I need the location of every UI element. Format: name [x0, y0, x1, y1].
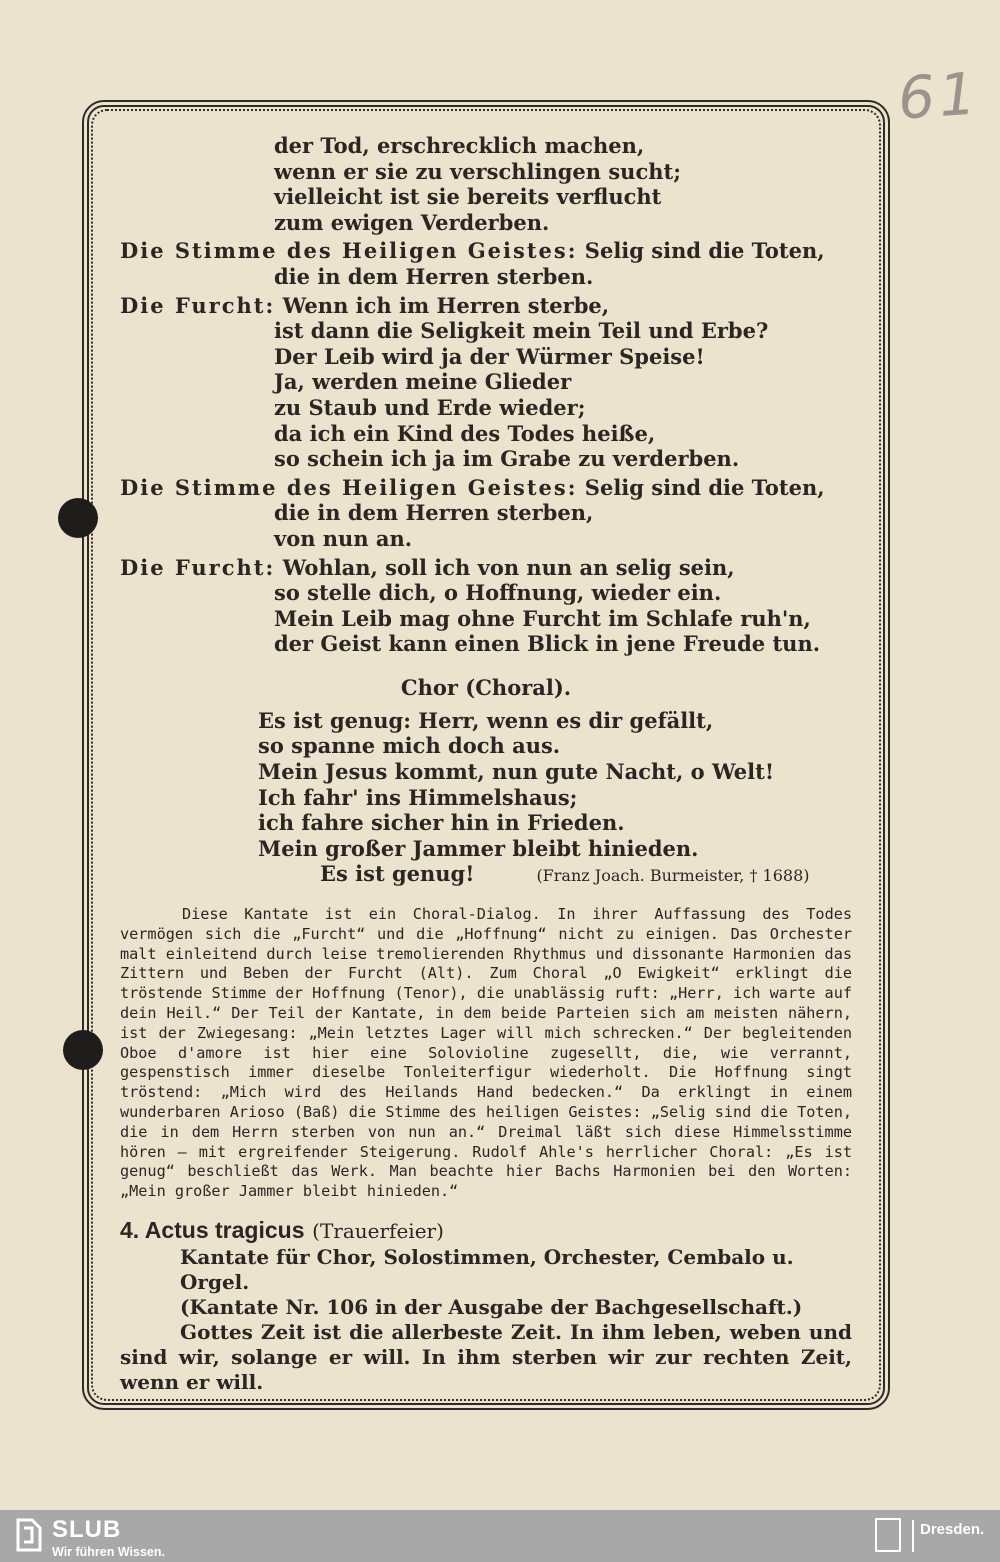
verse-line: von nun an.: [274, 525, 413, 551]
verse-text: Wohlan, soll ich von nun an selig sein,: [282, 554, 735, 580]
section-line: (Kantate Nr. 106 in der Ausgabe der Bachgesellschaft.): [180, 1294, 803, 1319]
footer-divider: [912, 1520, 914, 1552]
verse-text: Selig sind die Toten,: [584, 238, 825, 264]
dialog-block: [120, 238, 852, 289]
speaker-name: Die Furcht:: [120, 554, 276, 580]
verse-line: Mein Jesus kommt, nun gute Nacht, o Welt!: [258, 759, 775, 785]
speaker-line: [120, 475, 852, 501]
verse-text: Wenn ich im Herren sterbe,: [282, 292, 610, 318]
text-content: [120, 133, 852, 1395]
section-subtitle: (Trauerfeier): [312, 1218, 444, 1243]
verse-line: vielleicht ist sie bereits verflucht: [274, 184, 662, 210]
punch-hole: [63, 1030, 103, 1070]
verse-text: Es ist genug!: [320, 861, 475, 887]
slub-tagline: Wir führen Wissen.: [52, 1545, 165, 1559]
section-title: 4. Actus tragicus: [120, 1216, 305, 1243]
speaker-name: Die Furcht:: [120, 292, 276, 318]
verse-line: so stelle dich, o Hoffnung, wieder ein.: [274, 580, 722, 606]
verse-line: zum ewigen Verderben.: [274, 209, 550, 235]
speaker-name: Die Stimme des Heiligen Geistes:: [120, 474, 578, 500]
verse-line: der Geist kann einen Blick in jene Freude tun.: [274, 631, 821, 657]
verse-line: wenn er sie zu verschlingen sucht;: [274, 158, 681, 184]
dialog-block: [120, 555, 852, 657]
verse-line: die in dem Herren sterben,: [274, 500, 594, 526]
program-section: [120, 1216, 852, 1395]
verse-line: da ich ein Kind des Todes heiße,: [274, 420, 656, 446]
speaker-line: [120, 293, 852, 319]
opening-lines: [120, 133, 852, 235]
verse-line: Ich fahr' ins Himmelshaus;: [258, 784, 578, 810]
dialog-block: [120, 293, 852, 472]
speaker-line: [120, 238, 852, 264]
speaker-line: [120, 555, 852, 581]
dialog-block: [120, 475, 852, 552]
verse-last-line: [120, 861, 852, 889]
verse-line: Es ist genug: Herr, wenn es dir gefällt,: [258, 707, 714, 733]
verse-line: Mein Leib mag ohne Furcht im Schlafe ruh'n,: [274, 605, 811, 631]
handwritten-page-number: 61: [895, 59, 983, 133]
verse-line: ich fahre sicher hin in Frieden.: [258, 810, 625, 836]
verse-line: zu Staub und Erde wieder;: [274, 394, 586, 420]
punch-hole: [58, 498, 98, 538]
verse-line: so schein ich ja im Grabe zu verderben.: [274, 446, 740, 472]
section-line: Kantate für Chor, Solostimmen, Orchester, Cembalo u. Orgel.: [180, 1244, 794, 1294]
section-paragraph: Gottes Zeit ist die allerbeste Zeit. In ihm leben, weben und sind wir, solange er will. In ihm sterben wir zur rechten Zeit, wenn er will.: [120, 1319, 852, 1394]
verse-line: so spanne mich doch aus.: [258, 733, 561, 759]
slub-logo-icon: [14, 1518, 42, 1552]
verse-line: die in dem Herren sterben.: [274, 263, 594, 289]
verse-line: ist dann die Seligkeit mein Teil und Erbe?: [274, 318, 769, 344]
verse-line: Der Leib wird ja der Würmer Speise!: [274, 343, 705, 369]
chor-heading: Chor (Choral).: [400, 674, 572, 700]
commentary-paragraph: Diese Kantate ist ein Choral-Dialog. In ihrer Auffassung des Todes vermögen sich die „Furcht“ und die „Hoffnung“ nicht zu einigen. Das Orchester malt einleitend durch leise tremolierenden Rhythmus und dissonante Harmonien das Zittern und Beben der Furcht (Alt). Zum Choral „O Ewigkeit“ erklingt die tröstende Stimme der Hoffnung (Tenor), die unablässig ruft: „Herr, ich warte auf dein Heil.“ Der Teil der Kantate, in dem beide Parteien sich am meisten nähern, ist der Zwiegesang: „Mein letztes Lager will mich schrecken.“ Der begleitenden Oboe d'amore ist hier eine Solovioline zugesellt, die, wie verrannt, gespenstisch immer dieselbe Tonleiterfigur wiederholt. Die Hoffnung singt tröstend: „Mich wird des Heilands Hand bedecken.“ Da erklingt in einem wunderbaren Arioso (Baß) die Stimme des heiligen Geistes: „Selig sind die Toten, die in dem Herrn sterben von nun an.“ Dreimal läßt sich diese Himmelsstimme hören — mit ergreifender Steigerung. Rudolf Ahle's herrlicher Choral: „Es ist genug“ beschließt das Werk. Man beachte hier Bachs Harmonien bei den Worten: „Mein großer Jammer bleibt hinieden.“: [120, 905, 852, 1201]
slub-brand: SLUB: [52, 1516, 122, 1543]
library-footer: [0, 1510, 1000, 1562]
verse-line: Mein großer Jammer bleibt hinieden.: [258, 835, 699, 861]
verse-line: der Tod, erschrecklich machen,: [274, 133, 645, 158]
verse-line: Ja, werden meine Glieder: [274, 369, 572, 395]
verse-text: Selig sind die Toten,: [584, 474, 825, 500]
section-heading: [120, 1216, 852, 1245]
speaker-name: Die Stimme des Heiligen Geistes:: [120, 238, 578, 264]
dresden-coat-of-arms-icon: [875, 1518, 901, 1552]
dresden-wordmark: Dresden.: [920, 1521, 985, 1538]
choral-verse: [120, 708, 852, 889]
author-citation: (Franz Joach. Burmeister, † 1688): [536, 866, 810, 886]
